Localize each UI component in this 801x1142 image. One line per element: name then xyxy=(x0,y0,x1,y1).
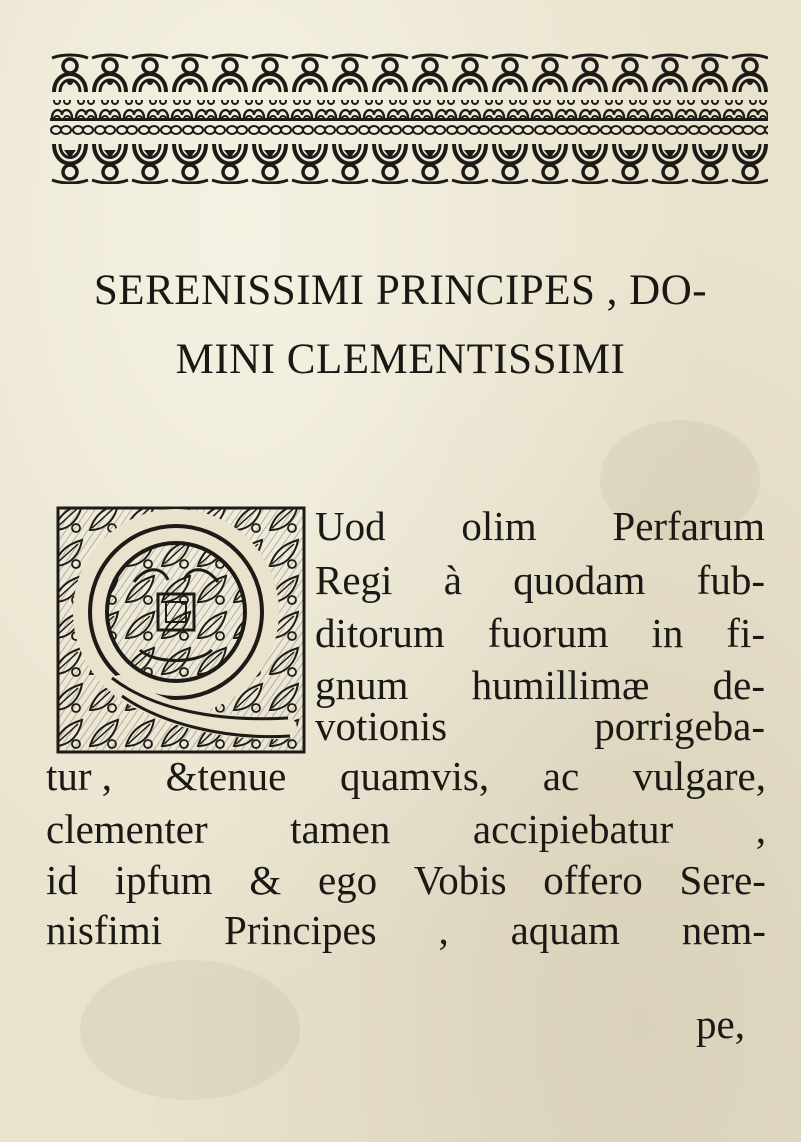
text-line-9: nisfimi Principes , aquam nem- xyxy=(46,907,766,953)
heading-line-2: MINI CLEMENTISSIMI xyxy=(175,336,626,383)
paper-stain xyxy=(80,960,300,1100)
text-line-3: ditorum fuorum in fi- xyxy=(315,610,765,656)
text-line-2: Regi à quodam fub- xyxy=(315,557,765,603)
catchword: pe, xyxy=(696,1001,745,1047)
text-line-1: Uod olim Perfarum xyxy=(315,503,765,549)
text-line-7: clementer tamen accipiebatur , xyxy=(46,806,766,852)
text-line-6: tur , &tenue quamvis, ac vulgare, xyxy=(46,753,766,799)
text-line-5: votionis porrigeba- xyxy=(315,703,765,749)
ornamental-headband xyxy=(50,52,768,184)
decorated-initial-q xyxy=(50,500,310,760)
text-line-4: gnum humillimæ de- xyxy=(315,662,765,708)
heading-line-1: SERENISSIMI PRINCIPES , DO- xyxy=(93,267,708,314)
text-line-8: id ipfum & ego Vobis offero Sere- xyxy=(46,857,766,903)
